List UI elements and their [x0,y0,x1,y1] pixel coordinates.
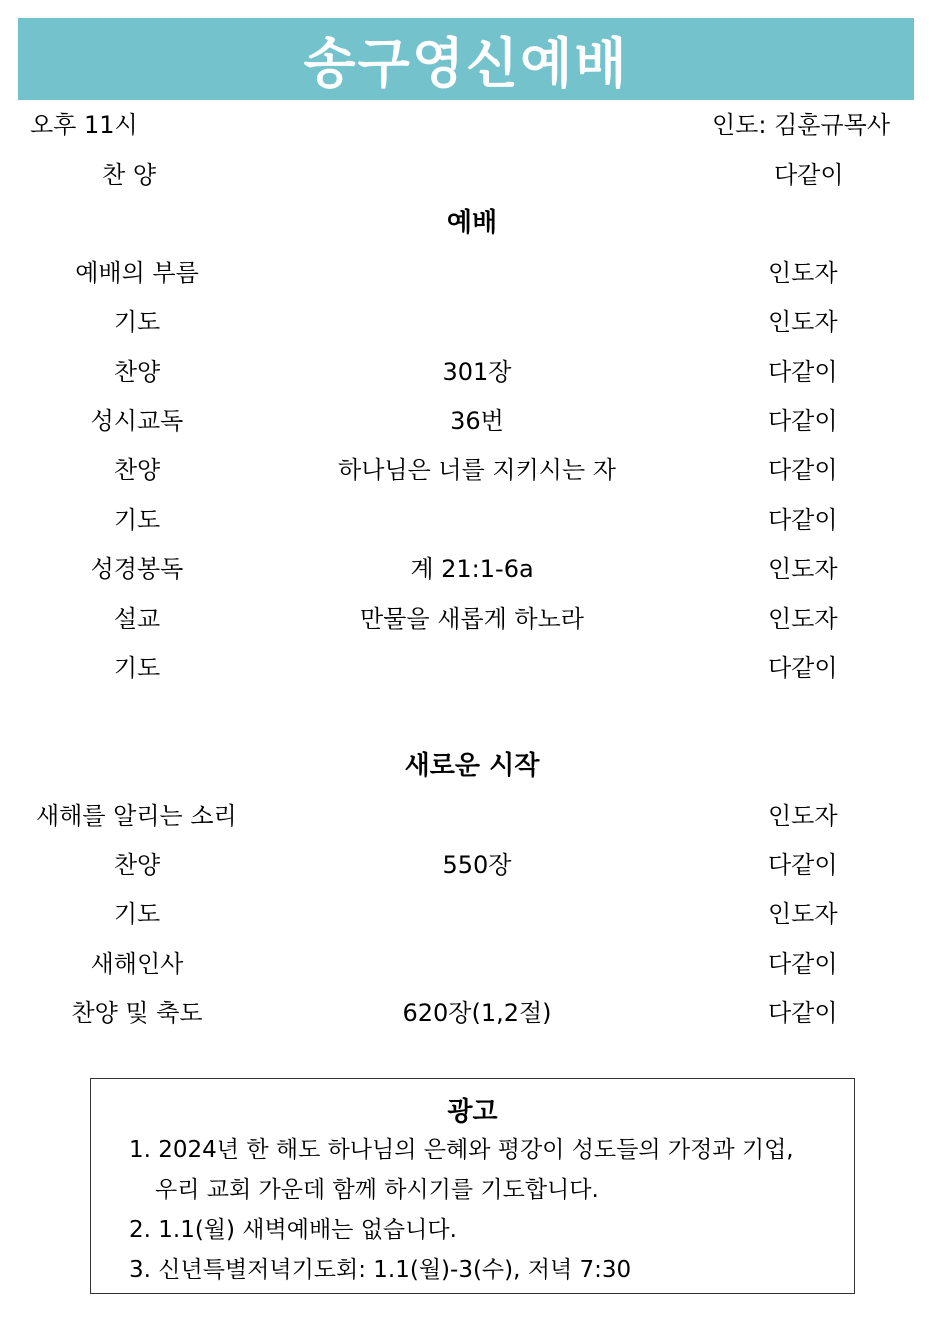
order-detail: 36번 [450,407,504,435]
order-detail: 만물을 새롭게 하노라 [360,605,584,633]
order-item: 찬양 [113,851,161,879]
order-who: 다같이 [768,654,838,682]
page-title: 송구영신예배 [303,31,629,95]
order-item: 예배의 부름 [75,259,199,287]
order-who: 인도자 [768,900,838,928]
order-item: 찬양 및 축도 [71,999,203,1027]
notice-item: 1. 2024년 한 해도 하나님의 은혜와 평강이 성도들의 가정과 기업, [129,1137,794,1163]
notice-title: 광고 [447,1097,498,1127]
order-item: 찬양 [113,456,161,484]
order-who: 인도자 [768,308,838,336]
order-who: 다같이 [768,506,838,534]
order-item: 기도 [113,900,161,928]
order-who: 인도자 [768,802,838,830]
order-item: 설교 [113,605,161,633]
notice-item: 3. 신년특별저녁기도회: 1.1(월)-3(수), 저녁 7:30 [129,1257,632,1283]
order-who: 다같이 [768,950,838,978]
order-who: 다같이 [768,407,838,435]
order-item: 찬양 [113,358,161,386]
order-item: 기도 [113,308,161,336]
order-who: 인도자 [768,259,838,287]
order-who: 인도자 [768,555,838,583]
order-who: 다같이 [768,851,838,879]
service-leader: 인도: 김훈규목사 [712,111,891,139]
order-who: 다같이 [768,358,838,386]
order-item: 성경봉독 [90,555,184,583]
order-item: 기도 [113,654,161,682]
order-item: 새해인사 [90,950,184,978]
opening-who: 다같이 [774,161,844,189]
order-detail: 620장(1,2절) [402,999,552,1027]
order-detail: 301장 [442,358,512,386]
notice-item: 우리 교회 가운데 함께 하시기를 기도합니다. [155,1177,599,1203]
order-item: 성시교독 [90,407,184,435]
order-who: 다같이 [768,456,838,484]
section-heading-new-start: 새로운 시작 [404,751,540,781]
order-item: 기도 [113,506,161,534]
opening-item: 찬 양 [102,161,156,189]
order-item: 새해를 알리는 소리 [36,802,237,830]
section-heading-worship: 예배 [446,208,498,238]
order-who: 인도자 [768,605,838,633]
service-time: 오후 11시 [30,111,138,139]
order-detail: 550장 [442,851,512,879]
order-who: 다같이 [768,999,838,1027]
order-detail: 하나님은 너를 지키시는 자 [338,456,616,484]
notice-box [90,1078,855,1294]
order-detail: 계 21:1-6a [410,555,534,583]
title-banner [18,18,914,100]
notice-item: 2. 1.1(월) 새벽예배는 없습니다. [129,1217,457,1243]
